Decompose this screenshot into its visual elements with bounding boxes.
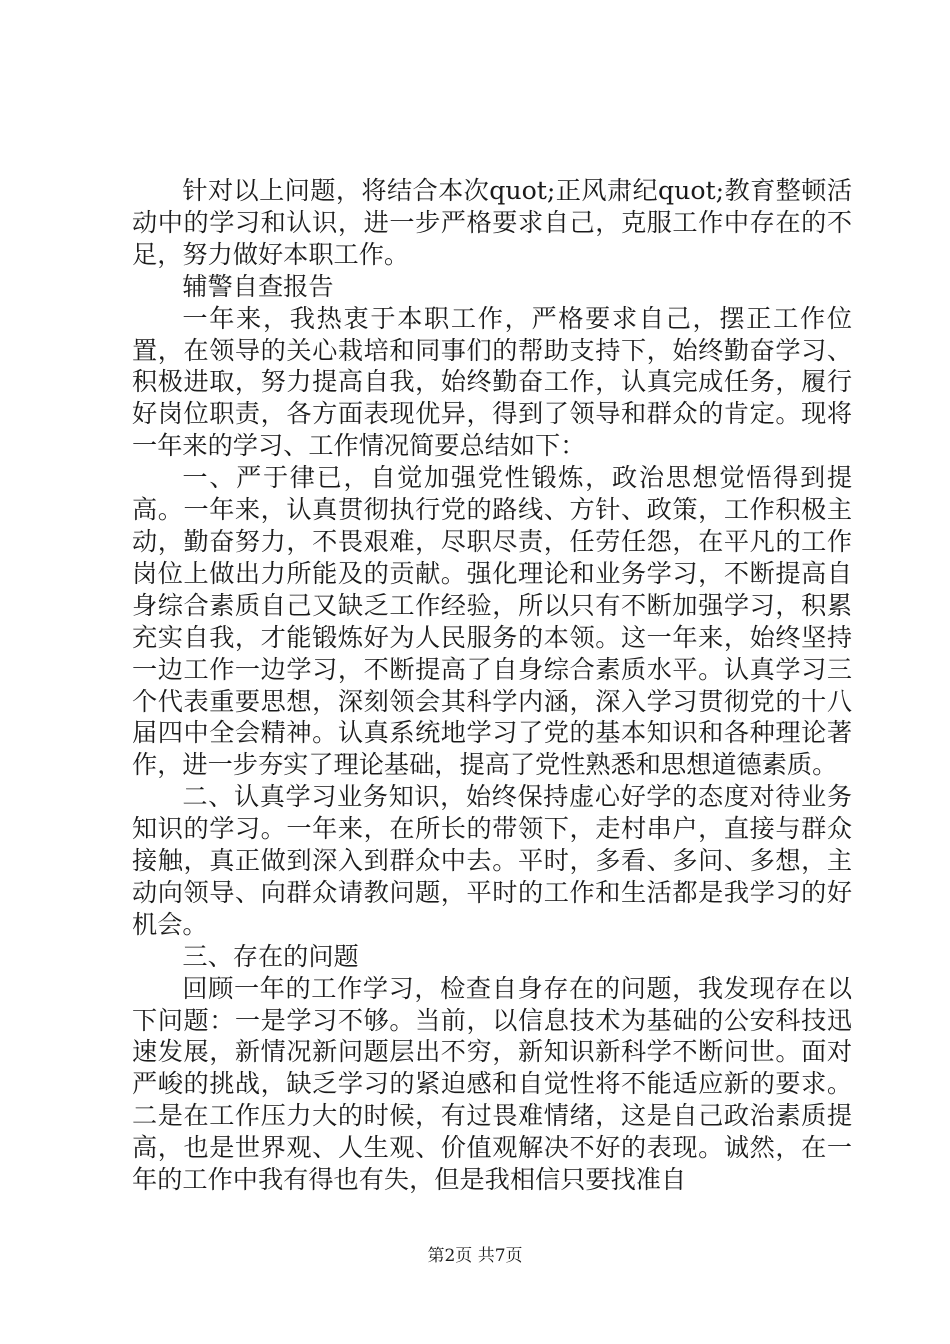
section-heading: 三、存在的问题 [182,941,359,971]
document-body [132,175,852,1196]
page-number-footer: 第2页 共7页 [427,1246,523,1266]
paragraph: 回顾一年的工作学习，检查自身存在的问题，我发现存在以下问题：一是学习不够。当前，以信息技术为基础的公安科技迅速发展，新情况新问题层出不穷，新知识新科学不断问世。面对严峻的挑战，缺乏学习的紧迫感和自觉性将不能适应新的要求。二是在工作压力大的时候，有过畏难情绪，这是自己政治素质提高，也是世界观、人生观、价值观解决不好的表现。诚然，在一年的工作中我有得也有失，但是我相信只要找准自 [132,973,852,1195]
paragraph: 一、严于律已，自觉加强党性锻炼，政治思想觉悟得到提高。一年来，认真贯彻执行党的路线、方针、政策，工作积极主动，勤奋努力，不畏艰难，尽职尽责，任劳任怨，在平凡的工作岗位上做出力所能及的贡献。强化理论和业务学习，不断提高自身综合素质自己又缺乏工作经验，所以只有不断加强学习，积累充实自我，才能锻炼好为人民服务的本领。这一年来，始终坚持一边工作一边学习，不断提高了自身综合素质水平。认真学习三个代表重要思想，深刻领会其科学内涵，深入学习贯彻党的十八届四中全会精神。认真系统地学习了党的基本知识和各种理论著作，进一步夯实了理论基础，提高了党性熟悉和思想道德素质。 [132,463,852,780]
paragraph: 针对以上问题，将结合本次quot;正风肃纪quot;教育整顿活动中的学习和认识，进一步严格要求自己，克服工作中存在的不足，努力做好本职工作。 [132,176,852,269]
paragraph: 一年来，我热衷于本职工作，严格要求自己，摆正工作位置，在领导的关心栽培和同事们的帮助支持下，始终勤奋学习、积极进取，努力提高自我，始终勤奋工作，认真完成任务，履行好岗位职责，各方面表现优异，得到了领导和群众的肯定。现将一年来的学习、工作情况简要总结如下： [132,303,852,461]
paragraph: 二、认真学习业务知识，始终保持虚心好学的态度对待业务知识的学习。一年来，在所长的带领下，走村串户，直接与群众接触，真正做到深入到群众中去。平时，多看、多问、多想，主动向领导、向群众请教问题，平时的工作和生活都是我学习的好机会。 [132,782,852,939]
section-title: 辅警自查报告 [182,271,334,301]
